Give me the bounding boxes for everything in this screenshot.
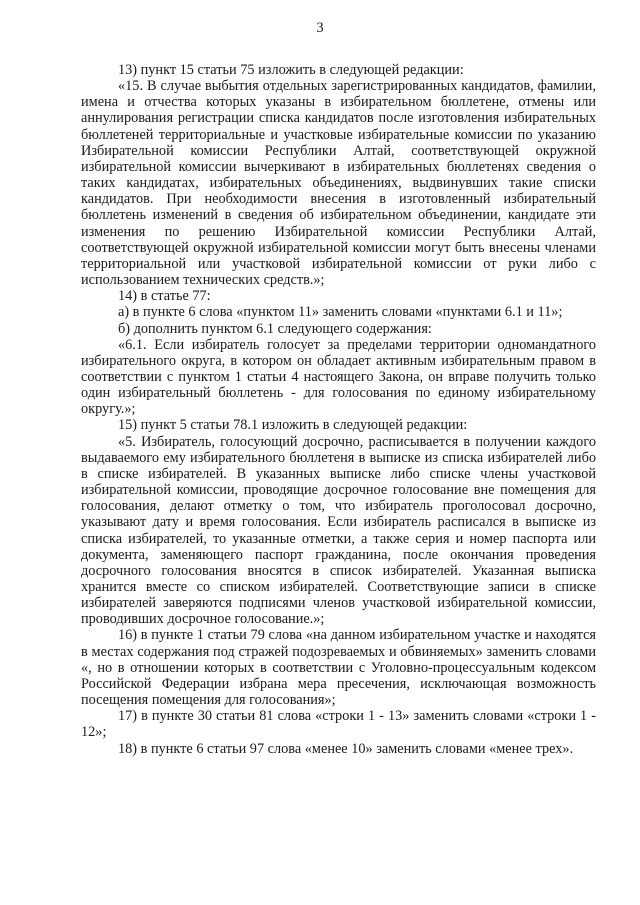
paragraph-clause-5-text: «5. Избиратель, голосующий досрочно, расписывается в получении каждого выдаваемого ему избирательного бюллетеня в выписке из списка избирателей либо в списке избирателей. В указанных выписке либо списке члены участковой избирательной комиссии, проводящие досрочное голосование вне помещения для голосования, делают отметку о том, что избиратель проголосовал досрочно, указывают дату и время голосования. Если избиратель расписался в выписке из списка избирателей, то указанные отметки, а также серия и номер паспорта или документа, заменяющего паспорт гражданина, после окончания проведения досрочного голосования вносятся в список избирателей. Указанная выписка хранится вместе со списком избирателей. Соответствующие записи в списке избирателей заверяются подписями членов участковой избирательной комиссии, проводивших досрочное голосование.»; bbox=[81, 433, 596, 628]
paragraph-clause-15-text: «15. В случае выбытия отдельных зарегистрированных кандидатов, фамилии, имена и отчества которых указаны в избирательном бюллетене, отмены или аннулирования регистрации списка кандидатов после изготовления избирательных бюллетеней территориальные и участковые избирательные комиссии по указанию Избирательной комиссии Республики Алтай, соответствующей окружной избирательной комиссии вычеркивают в избирательных бюллетенях сведения о таких кандидатах, избирательных объединениях, выдвинувших такие списки кандидатов. При необходимости внесения в изготовленный избирательный бюллетень изменений в сведения об избирательном объединении, кандидате эти изменения по решению Избирательной комиссии Республики Алтай, соответствующей окружной избирательной комиссии могут быть внесены членами территориальной или участковой избирательной комиссии от руки либо с использованием технических средств.»; bbox=[81, 78, 596, 289]
paragraph-item-18: 18) в пункте 6 статьи 97 слова «менее 10» заменить словами «менее трех». bbox=[118, 740, 574, 757]
paragraph-item-14: 14) в статье 77: bbox=[118, 288, 211, 305]
paragraph-clause-6-1-text: «6.1. Если избиратель голосует за пределами территории одномандатного избирательного округа, в котором он обладает активным избирательным правом в соответствии с пунктом 1 статьи 4 настоящего Закона, он вправе получить только один избирательный бюллетень - для голосования по единому избирательному округу.»; bbox=[81, 336, 596, 418]
paragraph-item-17: 17) в пункте 30 статьи 81 слова «строки 1 - 13» заменить словами «строки 1 - 12»; bbox=[81, 708, 596, 741]
page-number: 3 bbox=[316, 20, 324, 36]
paragraph-item-15: 15) пункт 5 статьи 78.1 изложить в следующей редакции: bbox=[118, 417, 468, 434]
document-body bbox=[81, 62, 596, 757]
paragraph-subitem-b: б) дополнить пунктом 6.1 следующего содержания: bbox=[118, 320, 432, 337]
paragraph-item-16: 16) в пункте 1 статьи 79 слова «на данном избирательном участке и находятся в местах содержания под стражей подозреваемых и обвиняемых» заменить словами «, но в отношении которых в соответствии с Уголовно-процессуальным кодексом Российской Федерации избрана мера пресечения, исключающая возможность посещения помещения для голосования»; bbox=[81, 627, 596, 709]
paragraph-item-13: 13) пункт 15 статьи 75 изложить в следующей редакции: bbox=[118, 62, 464, 78]
paragraph-subitem-a: а) в пункте 6 слова «пунктом 11» заменить словами «пунктами 6.1 и 11»; bbox=[118, 304, 563, 321]
